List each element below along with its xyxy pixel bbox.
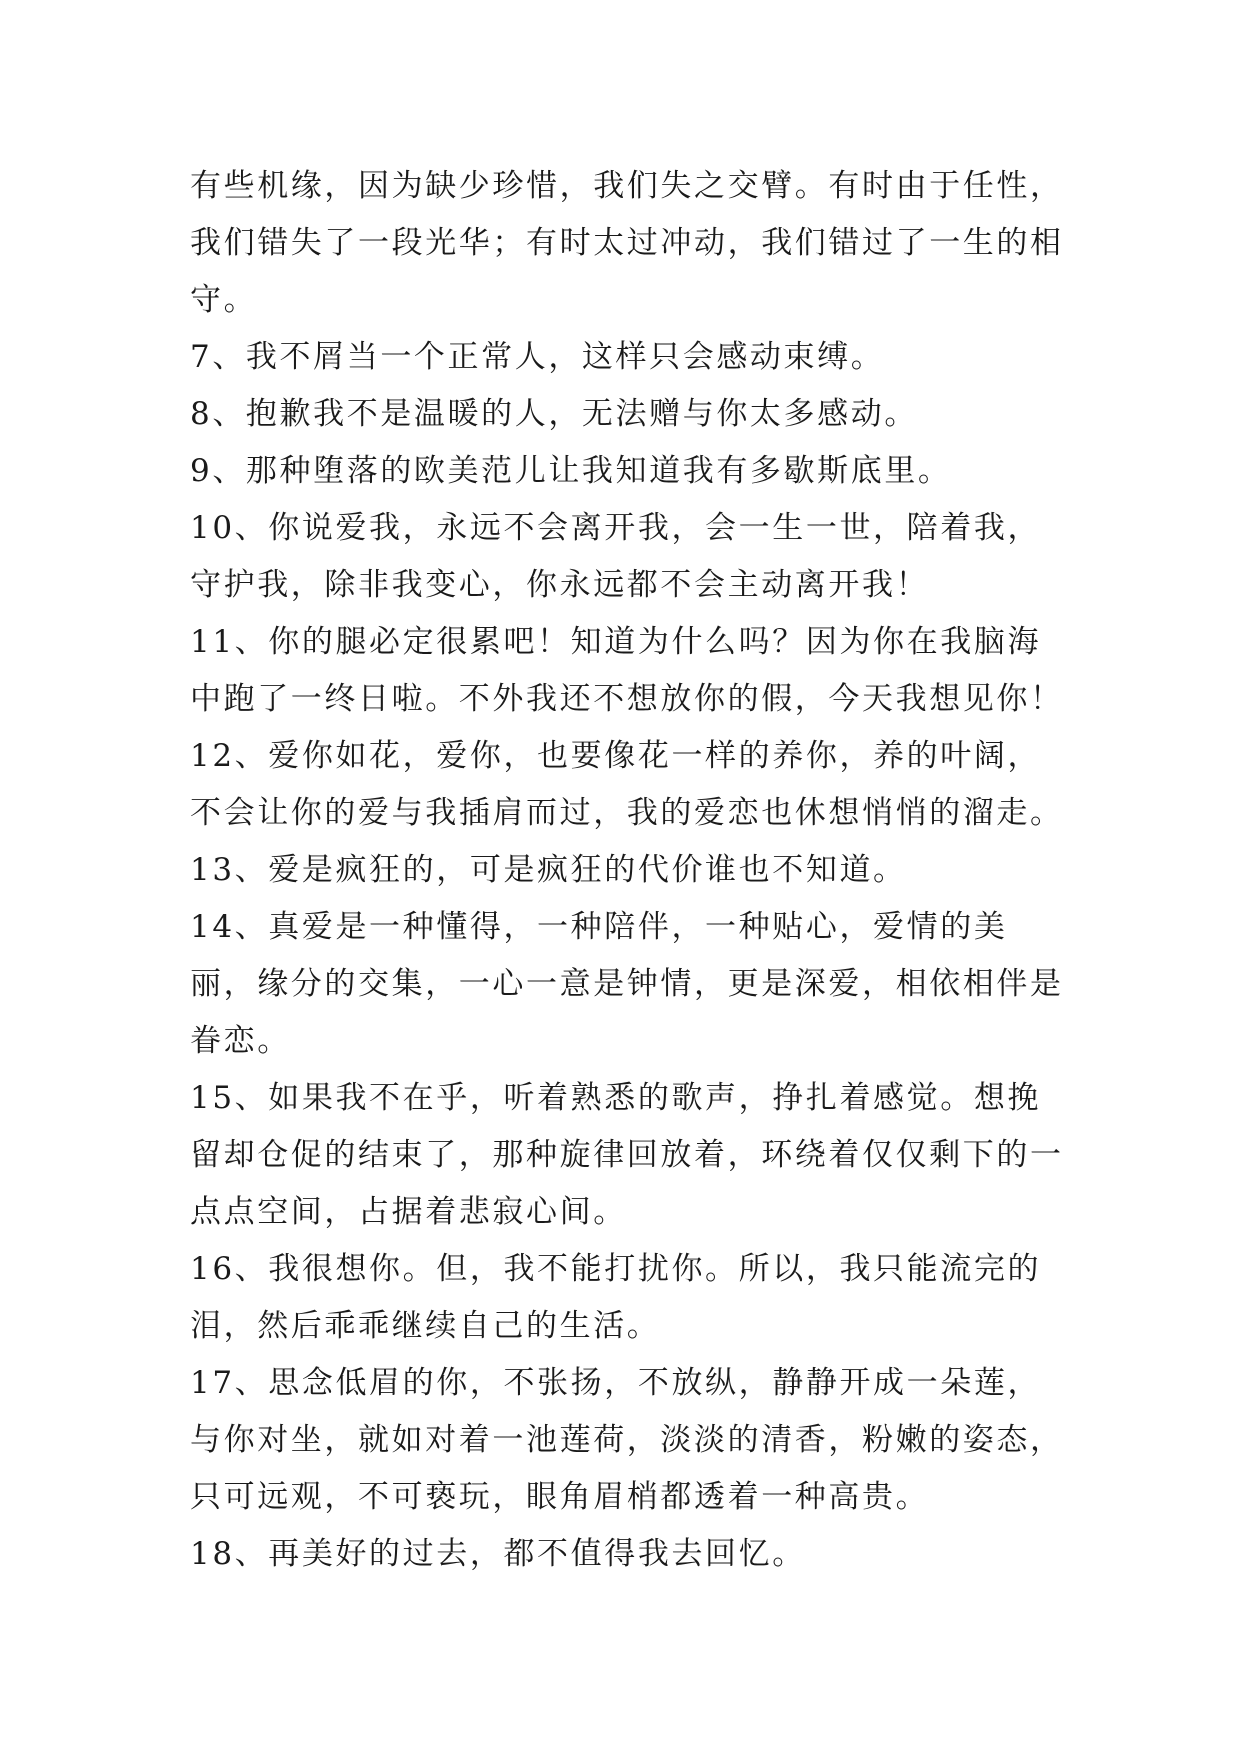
paragraph: 有些机缘，因为缺少珍惜，我们失之交臂。有时由于任性，我们错失了一段光华；有时太过冲动，我们错过了一生的相守。 xyxy=(190,168,1064,318)
paragraph: 18、再美好的过去，都不值得我去回忆。 xyxy=(190,1536,806,1572)
paragraph: 17、思念低眉的你，不张扬，不放纵，静静开成一朵莲，与你对坐，就如对着一池莲荷，淡淡的清香，粉嫩的姿态，只可远观，不可亵玩，眼角眉梢都透着一种高贵。 xyxy=(190,1365,1064,1515)
paragraph: 13、爱是疯狂的，可是疯狂的代价谁也不知道。 xyxy=(190,852,907,888)
paragraph: 7、我不屑当一个正常人，这样只会感动束缚。 xyxy=(190,339,885,375)
paragraph: 16、我很想你。但，我不能打扰你。所以，我只能流完的泪，然后乖乖继续自己的生活。 xyxy=(190,1251,1042,1344)
paragraph: 15、如果我不在乎，听着熟悉的歌声，挣扎着感觉。想挽留却仓促的结束了，那种旋律回放着，环绕着仅仅剩下的一点点空间，占据着悲寂心间。 xyxy=(190,1080,1064,1230)
paragraph: 14、真爱是一种懂得，一种陪伴，一种贴心，爱情的美丽，缘分的交集，一心一意是钟情，更是深爱，相依相伴是眷恋。 xyxy=(190,909,1064,1059)
document-body xyxy=(190,158,1070,1583)
paragraph: 8、抱歉我不是温暖的人，无法赠与你太多感动。 xyxy=(190,396,918,432)
paragraph: 9、那种堕落的欧美范儿让我知道我有多歇斯底里。 xyxy=(190,453,952,489)
paragraph: 11、你的腿必定很累吧！知道为什么吗？因为你在我脑海中跑了一终日啦。不外我还不想放你的假，今天我想见你！ xyxy=(190,624,1064,717)
paragraph: 12、爱你如花，爱你，也要像花一样的养你，养的叶阔，不会让你的爱与我插肩而过，我的爱恋也休想悄悄的溜走。 xyxy=(190,738,1064,831)
paragraph: 10、你说爱我，永远不会离开我，会一生一世，陪着我，守护我，除非我变心，你永远都不会主动离开我！ xyxy=(190,510,1042,603)
